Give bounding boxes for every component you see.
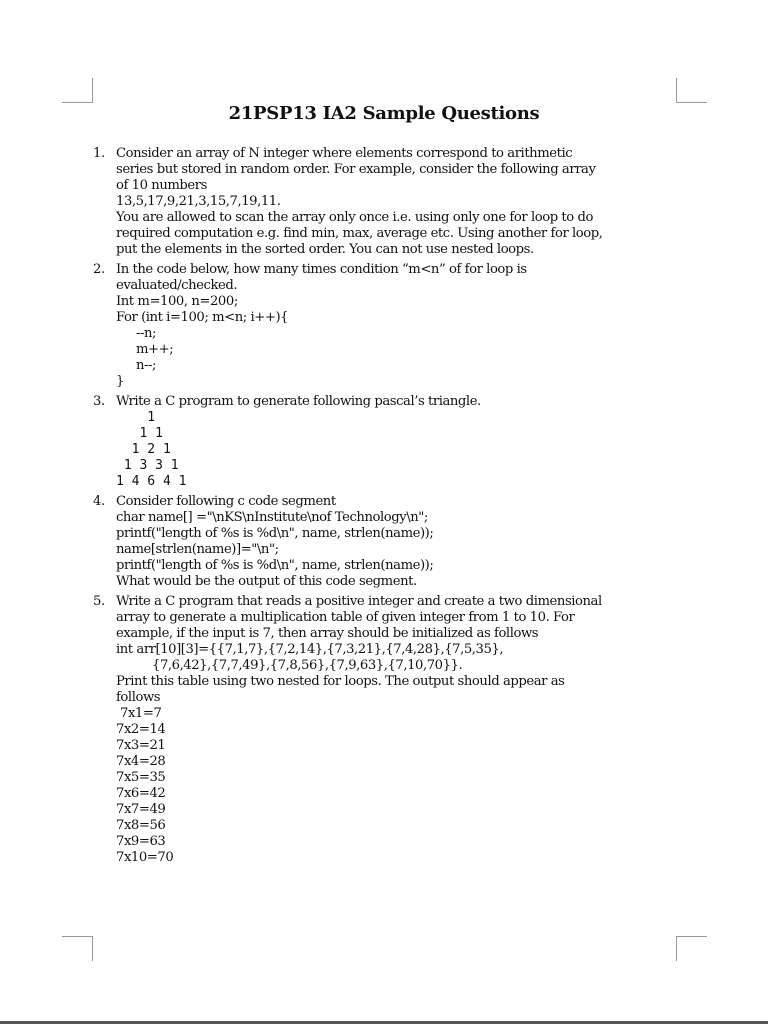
question-text-line: You are allowed to scan the array only once i.e. using only one for loop to do [116, 210, 593, 225]
code-line: --n; [136, 326, 157, 341]
output-line: 7x9=63 [116, 834, 166, 849]
output-line: 7x4=28 [116, 754, 166, 769]
question-5 [93, 594, 683, 866]
output-line: 7x1=7 [120, 706, 162, 721]
code-line: printf("length of %s is %d\n", name, strlen(name)); [116, 526, 434, 541]
pascal-triangle-row: 1 1 [116, 426, 163, 441]
question-text-line: Write a C program to generate following pascal’s triangle. [116, 394, 481, 409]
question-text-line: Write a C program that reads a positive integer and create a two dimensional [116, 594, 602, 609]
code-line: For (int i=100; m<n; i++){ [116, 310, 289, 325]
question-text-line: Consider an array of N integer where elements correspond to arithmetic [116, 146, 573, 161]
output-line: 7x6=42 [116, 786, 166, 801]
code-line: } [116, 374, 124, 389]
question-text-line: follows [116, 690, 161, 705]
question-number: 3. [93, 394, 105, 409]
pascal-triangle-row: 1 3 3 1 [116, 458, 179, 473]
question-4 [93, 494, 683, 590]
question-text-line: What would be the output of this code segment. [116, 574, 417, 589]
code-line: int arr[10][3]={{7,1,7},{7,2,14},{7,3,21},{7,4,28},{7,5,35}, [116, 642, 504, 657]
question-3 [93, 394, 683, 490]
question-text-line: put the elements in the sorted order. You can not use nested loops. [116, 242, 534, 257]
code-line: printf("length of %s is %d\n", name, strlen(name)); [116, 558, 434, 573]
crop-mark-bottom-right [676, 936, 707, 961]
output-line: 7x2=14 [116, 722, 166, 737]
question-number: 5. [93, 594, 105, 609]
crop-mark-top-left [62, 78, 93, 103]
page-title: 21PSP13 IA2 Sample Questions [228, 103, 540, 124]
code-line: char name[] ="\nKS\nInstitute\nof Technology\n"; [116, 510, 428, 525]
number-sequence: 13,5,17,9,21,3,15,7,19,11. [116, 194, 281, 209]
code-line: n--; [136, 358, 157, 373]
code-line: Int m=100, n=200; [116, 294, 238, 309]
question-list [93, 146, 683, 870]
question-text-line: evaluated/checked. [116, 278, 238, 293]
output-line: 7x10=70 [116, 850, 174, 865]
output-line: 7x7=49 [116, 802, 166, 817]
crop-mark-top-right [676, 78, 707, 103]
pascal-triangle-row: 1 [116, 410, 156, 425]
output-line: 7x3=21 [116, 738, 166, 753]
question-text-line: Print this table using two nested for loops. The output should appear as [116, 674, 565, 689]
output-line: 7x8=56 [116, 818, 166, 833]
pascal-triangle-row: 1 4 6 4 1 [116, 474, 187, 489]
pascal-triangle-row: 1 2 1 [116, 442, 171, 457]
question-text-line: of 10 numbers [116, 178, 207, 193]
question-number: 1. [93, 146, 105, 161]
question-text-line: series but stored in random order. For example, consider the following array [116, 162, 596, 177]
question-text-line: required computation e.g. find min, max, average etc. Using another for loop, [116, 226, 603, 241]
output-line: 7x5=35 [116, 770, 166, 785]
code-line: {7,6,42},{7,7,49},{7,8,56},{7,9,63},{7,10,70}}. [152, 658, 463, 673]
question-1 [93, 146, 683, 258]
question-text-line: array to generate a multiplication table of given integer from 1 to 10. For [116, 610, 575, 625]
crop-mark-bottom-left [62, 936, 93, 961]
question-2 [93, 262, 683, 390]
code-line: m++; [136, 342, 174, 357]
question-number: 4. [93, 494, 105, 509]
question-text-line: Consider following c code segment [116, 494, 336, 509]
code-line: name[strlen(name)]="\n"; [116, 542, 279, 557]
question-number: 2. [93, 262, 105, 277]
question-text-line: In the code below, how many times condition “m<n” of for loop is [116, 262, 527, 277]
question-text-line: example, if the input is 7, then array should be initialized as follows [116, 626, 539, 641]
